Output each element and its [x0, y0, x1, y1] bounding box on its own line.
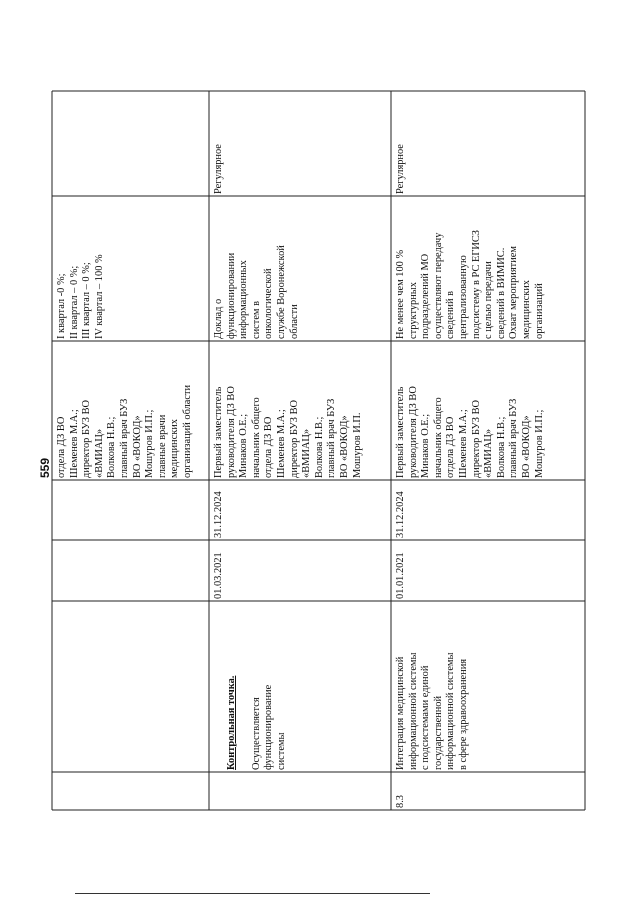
row2-type: Регулярное: [213, 144, 224, 194]
row3-number: 8.3: [395, 795, 406, 808]
row2-result: Доклад о функционировании информационных систем в онкологической службе Воронежской области: [213, 245, 300, 339]
row3-start-date: 01.01.2021: [395, 552, 406, 599]
row3-description: Интеграция медицинской информационной системы с подсистемами единой государственной информационной системы в сфере здравоохранения: [395, 652, 469, 770]
row3-end-date: 31.12.2024: [395, 491, 406, 538]
footer-rule: [75, 893, 430, 894]
row3-type: Регулярное: [395, 144, 406, 194]
row3-responsible: Первый заместитель руководителя ДЗ ВО Минаков О.Е.; начальник общего отдела ДЗ ВО Шеменев М.А.; директор БУЗ ВО «ВМИАЦ» Волкова Н.В.; главный врач БУЗ ВО «ВОКОД» Мошуров И.П.;: [395, 386, 545, 478]
row1-responsible: отдела ДЗ ВО Шеменев М.А.; директор БУЗ ВО «ВМИАЦ» Волкова Н.В.; главный врач БУЗ ВО «ВОКОД» Мошуров И.П.; главные врачи медицинских организаций области: [56, 384, 193, 478]
row1-result: I квартал -0 %; II квартал – 0 %; III квартал – 0 %; IV квартал – 100 %: [56, 254, 105, 339]
row3-result: Не менее чем 100 % структурных подразделений МО осуществляют передачу сведений в централизованную подсистему в РС ЕГИСЗ с целью передачи сведений в ВИМИС. Охват мероприятием медицинских организаций: [395, 230, 545, 339]
row2-title-text: [213, 603, 389, 770]
row2-description: Осуществляется функционирование системы: [250, 684, 287, 770]
control-point-label: Контрольная точка.: [225, 675, 237, 770]
row2-end-date: 31.12.2024: [213, 491, 224, 538]
page-number: 559: [38, 457, 52, 479]
row2-responsible: Первый заместитель руководителя ДЗ ВО Минаков О.Е.; начальник общего отдела ДЗ ВО Шеменев М.А.; директор БУЗ ВО «ВМИАЦ» Волкова Н.В.; главный врач БУЗ ВО «ВОКОД» Мошуров И.П.: [213, 386, 363, 478]
row2-start-date: 01.03.2021: [213, 552, 224, 599]
